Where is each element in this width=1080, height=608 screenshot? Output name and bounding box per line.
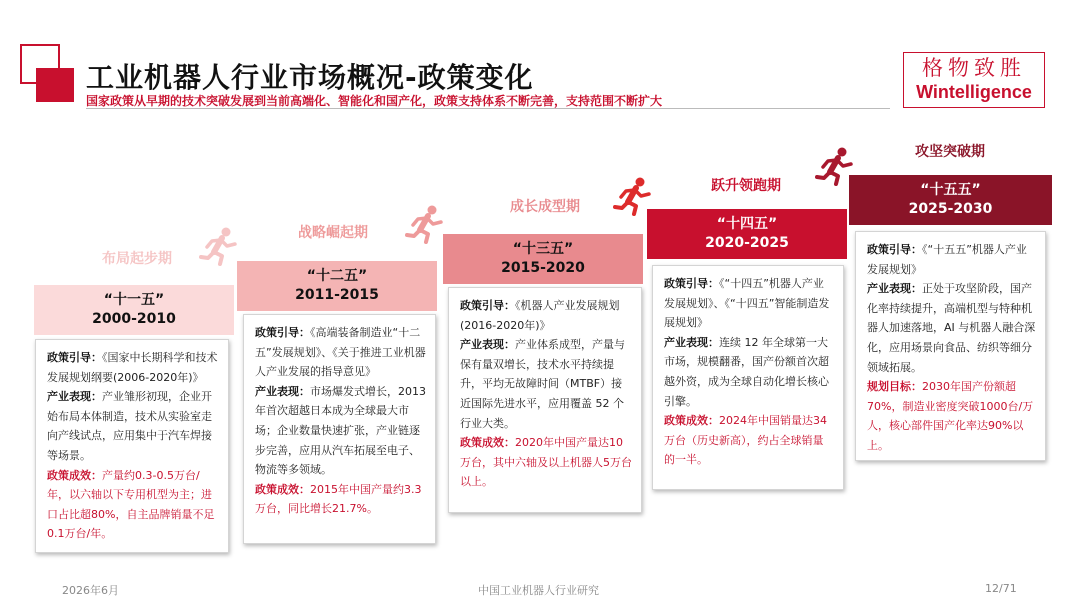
row-label: 政策成效： bbox=[664, 414, 719, 428]
stage-header-2 bbox=[237, 261, 437, 311]
row-text: 连续 12 年全球第一大市场，规模翻番，国产份额首次超越外资，成为全球自动化增长核心引擎。 bbox=[664, 335, 829, 408]
footer-report-title: 中国工业机器人行业研究 bbox=[478, 584, 599, 597]
logo-chinese: 格物致胜 bbox=[922, 56, 1026, 80]
stage-header-4 bbox=[647, 209, 847, 259]
footer-date: 2026年6月 bbox=[62, 584, 119, 597]
page-number: 12/71 bbox=[985, 582, 1017, 595]
runner-icon bbox=[198, 226, 240, 266]
row-text: 《“十四五”机器人产业发展规划》、《“十四五”智能制造发展规划》 bbox=[664, 277, 830, 330]
stage-card-4 bbox=[652, 265, 844, 490]
stage-years: 2020-2025 bbox=[705, 235, 789, 251]
stage-years: 2015-2020 bbox=[501, 260, 585, 276]
row-text: 《机器人产业发展规划(2016-2020年)》 bbox=[460, 299, 620, 332]
brand-logo bbox=[903, 52, 1045, 108]
stage-plan: “十五五” bbox=[920, 182, 981, 198]
stage-plan: “十一五” bbox=[103, 292, 165, 308]
stage-name-2: 战略崛起期 bbox=[298, 225, 368, 241]
stage-card-2 bbox=[243, 314, 436, 544]
row-text: 《“十五五”机器人产业发展规划》 bbox=[867, 243, 1027, 276]
stage-name-4: 跃升领跑期 bbox=[711, 178, 781, 194]
stage-card-3 bbox=[448, 287, 642, 513]
stage-card-5 bbox=[855, 231, 1046, 461]
logo-english: Wintelligence bbox=[916, 82, 1032, 102]
row-text: 2030年国产份额超70%，制造业密度突破1000台/万人，核心部件国产化率达90%以上。 bbox=[867, 380, 1034, 452]
row-label: 政策引导： bbox=[664, 277, 719, 290]
row-text: 市场爆发式增长，2013年首次超越日本成为全球最大市场；企业数量快速扩张，产业链逐步完善，应用从汽车拓展至电子、物流等多领域。 bbox=[255, 384, 426, 477]
row-label: 产业表现： bbox=[664, 335, 719, 349]
row-text: 2015年中国产量约3.3万台，同比增长21.7%。 bbox=[255, 482, 422, 516]
row-text: 《国家中长期科学和技术发展规划纲要(2006-2020年)》 bbox=[47, 351, 218, 384]
title-decoration-block bbox=[36, 68, 74, 102]
stage-name-3: 成长成型期 bbox=[510, 199, 580, 215]
row-text: 正处于攻坚阶段，国产化率持续提升，高端机型与特种机器人加速落地，AI 与机器人融合深化，应用场景向食品、纺织等细分领域拓展。 bbox=[867, 282, 1036, 374]
stage-card-1 bbox=[35, 339, 229, 553]
page-subtitle: 国家政策从早期的技术突破发展到当前高端化、智能化和国产化，政策支持体系不断完善，支持范围不断扩大 bbox=[86, 94, 663, 108]
row-label: 政策成效： bbox=[47, 468, 102, 482]
row-label: 规划目标： bbox=[867, 380, 922, 394]
row-label: 产业表现： bbox=[867, 282, 922, 296]
stage-name-1: 布局起步期 bbox=[102, 251, 172, 267]
row-text: 产业体系成型，产量与保有量双增长，技术水平持续提升，平均无故障时间（MTBF）接近国际先进水平，应用覆盖 52 个行业大类。 bbox=[460, 338, 625, 430]
row-text: 产量约0.3-0.5万台/年，以六轴以下专用机型为主；进口占比超80%，自主品牌销量不足0.1万台/年。 bbox=[47, 468, 215, 541]
row-label: 政策引导： bbox=[460, 299, 515, 312]
row-label: 政策引导： bbox=[255, 326, 310, 339]
row-text: 产业雏形初现，企业开始布局本体制造，技术从实验室走向产线试点，应用集中于汽车焊接等场景。 bbox=[47, 390, 212, 462]
stage-years: 2011-2015 bbox=[295, 287, 379, 303]
header-divider bbox=[86, 108, 890, 109]
row-label: 产业表现： bbox=[255, 384, 310, 398]
row-label: 政策引导： bbox=[47, 351, 102, 364]
stage-years: 2000-2010 bbox=[92, 311, 176, 327]
stage-header-3 bbox=[443, 234, 643, 284]
stage-plan: “十四五” bbox=[716, 216, 778, 232]
row-text: 2020年中国产量达10万台，其中六轴及以上机器人5万台以上。 bbox=[460, 436, 632, 489]
stage-plan: “十三五” bbox=[512, 241, 574, 257]
stage-header-5 bbox=[849, 175, 1052, 225]
row-label: 政策成效： bbox=[255, 482, 310, 496]
stage-header-1 bbox=[34, 285, 234, 335]
stage-name-5: 攻坚突破期 bbox=[915, 144, 985, 160]
runner-icon bbox=[404, 204, 446, 244]
stage-years: 2025-2030 bbox=[908, 201, 993, 217]
stage-plan: “十二五” bbox=[306, 268, 368, 284]
row-label: 产业表现： bbox=[460, 338, 515, 352]
row-label: 政策成效： bbox=[460, 436, 515, 450]
row-text: 《高端装备制造业“十二五”发展规划》、《关于推进工业机器人产业发展的指导意见》 bbox=[255, 326, 426, 379]
row-label: 政策引导： bbox=[867, 243, 922, 256]
row-label: 产业表现： bbox=[47, 390, 102, 404]
row-text: 2024年中国销量达34万台（历史新高），约占全球销量的一半。 bbox=[664, 414, 827, 467]
page-title: 工业机器人行业市场概况-政策变化 bbox=[86, 61, 534, 94]
